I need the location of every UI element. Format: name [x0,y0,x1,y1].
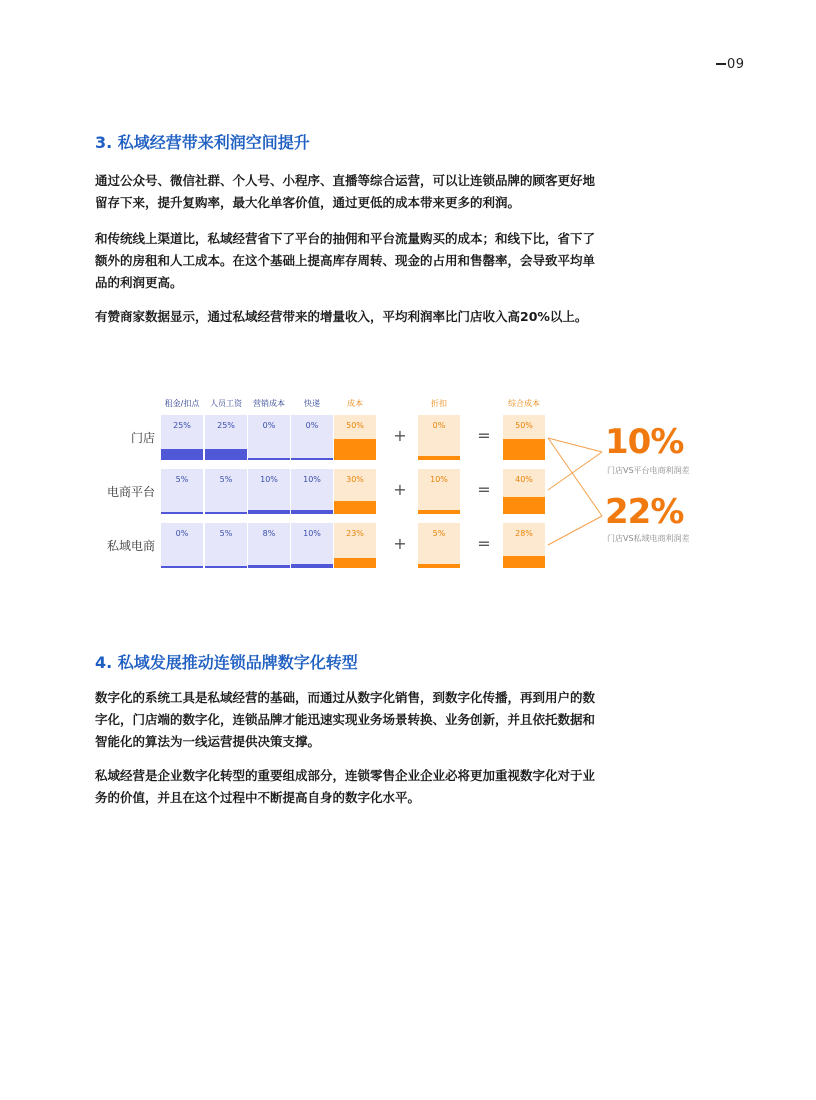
cost-cell [334,523,376,568]
cost-cell-value: 8% [262,529,276,538]
cost-cell-value: 25% [173,421,191,430]
column-header: 成本 [347,399,363,408]
cost-cell [503,469,545,514]
cost-cell-value: 50% [515,421,533,430]
profit-gap-platform: 10% [605,422,684,462]
cost-cell [418,469,460,514]
profit-gap-private-caption: 门店VS私域电商利润差 [607,534,690,543]
cost-cell-bar [248,565,290,568]
cost-cell-value: 10% [430,475,448,484]
column-header: 营销成本 [253,399,285,408]
cost-cell [248,415,290,460]
section-4-paragraph-1: 数字化的系统工具是私域经营的基础，而通过从数字化销售，到数字化传播，再到用户的数字化，门店端的数字化，连锁品牌才能迅速实现业务场景转换、业务创新，并且依托数据和智能化的算法为一线运营提供决策支撑。 [95,690,596,749]
section-3-paragraph-1: 通过公众号、微信社群、个人号、小程序、直播等综合运营，可以让连锁品牌的顾客更好地留存下来，提升复购率，最大化单客价值，通过更低的成本带来更多的利润。 [95,173,596,210]
cost-cell-bar [205,566,247,568]
column-header: 折扣 [431,399,447,408]
cost-cell-value: 23% [346,529,364,538]
cost-cell-value: 30% [346,475,364,484]
plus-sign: + [393,480,407,499]
cost-cell-value: 5% [432,529,446,538]
cost-cell-value: 10% [303,529,321,538]
cost-cell-bar [161,566,203,568]
cost-comparison-chart [90,390,730,580]
cost-cell [291,415,333,460]
section-3-paragraph-3: 有赞商家数据显示，通过私域经营带来的增量收入，平均利润率比门店收入高20%以上。 [95,309,588,324]
cost-cell [161,469,203,514]
cost-cell-bar [503,497,545,514]
cost-cell-bar [503,556,545,568]
cost-cell [248,469,290,514]
cost-cell [334,415,376,460]
cost-cell-bar [334,439,376,460]
cost-cell [291,523,333,568]
cost-cell [161,523,203,568]
cost-cell-value: 0% [175,529,189,538]
cost-cell-bar [161,512,203,514]
cost-cell [418,523,460,568]
equals-sign: = [477,480,491,499]
cost-cell-bar [205,512,247,514]
connector-line [548,452,602,490]
cost-cell-value: 5% [219,529,233,538]
section-4-paragraph-2: 私域经营是企业数字化转型的重要组成部分，连锁零售企业企业必将更加重视数字化对于业务的价值，并且在这个过程中不断提高自身的数字化水平。 [95,768,596,805]
plus-sign: + [393,534,407,553]
cost-cell-bar [503,439,545,460]
column-header: 人员工资 [210,399,242,408]
cost-cell-value: 40% [515,475,533,484]
row-label-private: 私域电商 [106,539,155,553]
row-label-store: 门店 [130,431,155,445]
cost-cell [205,469,247,514]
cost-cell-value: 50% [346,421,364,430]
cost-cell [161,415,203,460]
cost-cell [334,469,376,514]
cost-cell-bar [291,510,333,514]
cost-cell-value: 0% [432,421,446,430]
cost-cell-bar [418,564,460,568]
profit-gap-platform-caption: 门店VS平台电商利润差 [607,466,690,475]
connector-line [548,516,602,545]
cost-cell-value: 0% [262,421,276,430]
cost-cell-bar [418,456,460,460]
cost-cell-bar [334,501,376,514]
cost-cell-value: 10% [260,475,278,484]
cost-cell-value: 28% [515,529,533,538]
cost-cell [291,469,333,514]
cost-cell-bar [418,510,460,514]
cost-cell-bar [161,449,203,460]
row-label-platform: 电商平台 [106,485,155,499]
cost-cell-value: 25% [217,421,235,430]
plus-sign: + [393,426,407,445]
cost-cell-value: 10% [303,475,321,484]
cost-cell [205,415,247,460]
equals-sign: = [477,426,491,445]
cost-cell-value: 0% [305,421,319,430]
section-3-paragraph-2: 和传统线上渠道比，私域经营省下了平台的抽佣和平台流量购买的成本；和线下比，省下了额外的房租和人工成本。在这个基础上提高库存周转、现金的占用和售罄率，会导致平均单品的利润更高。 [95,231,596,290]
cost-cell [503,523,545,568]
column-header: 综合成本 [508,399,540,408]
section-4-title: 4. 私域发展推动连锁品牌数字化转型 [95,653,358,672]
cost-cell-bar [334,558,376,568]
cost-cell [503,415,545,460]
cost-cell [418,415,460,460]
cost-cell-value: 5% [175,475,189,484]
cost-cell-bar [291,564,333,568]
page-number: 09 [716,57,745,72]
cost-cell-value: 5% [219,475,233,484]
cost-cell [205,523,247,568]
cost-cell-bar [248,510,290,514]
equals-sign: = [477,534,491,553]
cost-cell-bar [205,449,247,460]
cost-cell [248,523,290,568]
profit-gap-private: 22% [605,492,684,532]
cost-cell-bar [248,458,290,460]
column-header: 租金/扣点 [164,399,200,408]
section-3-title: 3. 私域经营带来利润空间提升 [95,133,310,152]
cost-cell-bar [291,458,333,460]
column-header: 快递 [304,399,320,408]
